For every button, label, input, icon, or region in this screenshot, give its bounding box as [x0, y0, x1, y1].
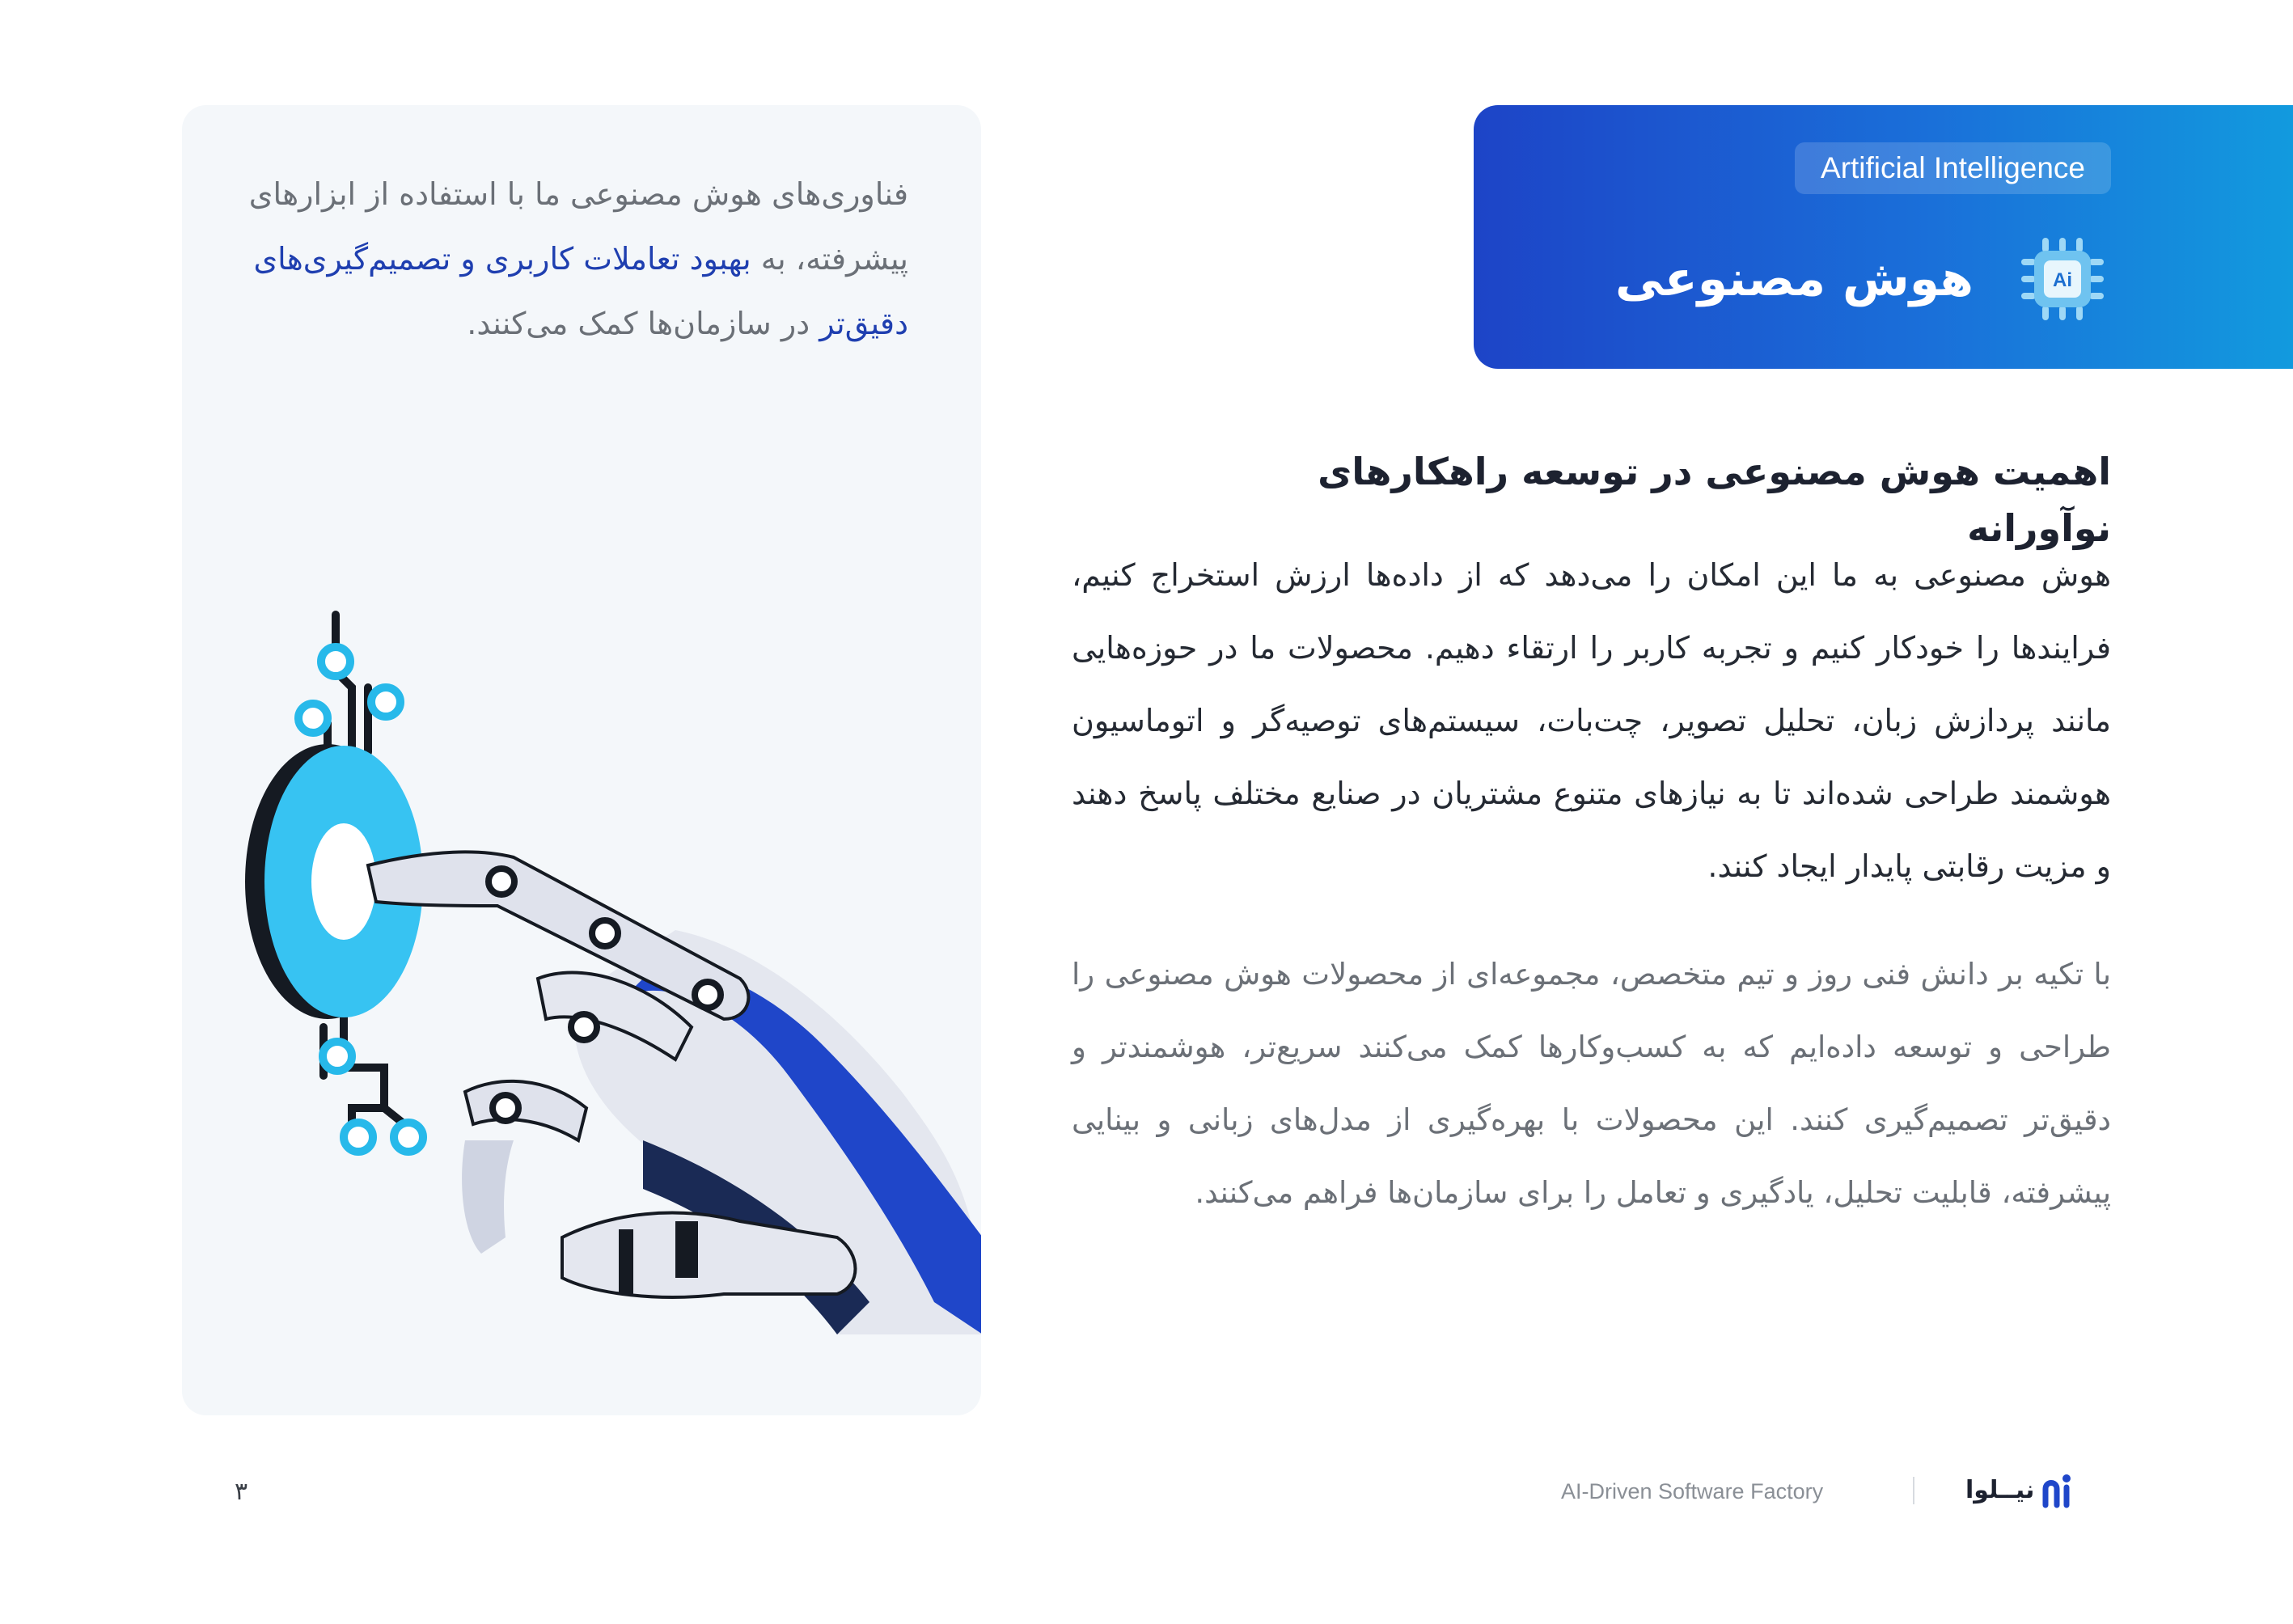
- card-text-before: فناوری‌های هوش مصنوعی ما با استفاده از ابزارهای پیشرفته، به: [248, 176, 908, 277]
- banner-title: هوش مصنوعی: [1615, 251, 1974, 307]
- paragraph-secondary: با تکیه بر دانش فنی روز و تیم متخصص، مجموعه‌ای از محصولات هوش مصنوعی را طراحی و توسعه داده‌ایم که به کسب‌وکارها کمک می‌کنند سریع‌تر، هوشمندتر و دقیق‌تر تصمیم‌گیری کنند. این محصولات با بهره‌گیری از مدل‌های زبانی و بینایی پیشرفته، قابلیت تحلیل، یادگیری و تعامل را برای سازمان‌ها فراهم می‌کنند.: [1072, 957, 2111, 1210]
- robot-hand-illustration: [222, 526, 981, 1334]
- page-number: ۳: [235, 1478, 248, 1506]
- brand-name: نیــلوا: [1965, 1476, 2035, 1504]
- paragraph-primary: هوش مصنوعی به ما این امکان را می‌دهد که از داده‌ها ارزش استخراج کنیم، فرایندها را خودکار کنیم و تجربه کاربر را ارتقاء دهیم. محصولات ما در حوزه‌هایی مانند پردازش زبان، تحلیل تصویر، چت‌بات، سیستم‌های توصیه‌گر و اتوماسیون هوشمند طراحی شده‌اند تا به نیازهای متنوع مشتریان در صنایع مختلف پاسخ دهند و مزیت رقابتی پایدار ایجاد کنند.: [1072, 557, 2111, 884]
- card-text-after: در سازمان‌ها کمک می‌کنند.: [467, 306, 820, 341]
- ai-chip-icon: [2018, 235, 2107, 324]
- nilva-logo-icon: [2042, 1473, 2075, 1508]
- section-banner: [1474, 105, 2293, 369]
- card-text: [222, 162, 908, 356]
- intro-card: [182, 105, 981, 1415]
- footer-divider: [1913, 1477, 1914, 1504]
- footer-tagline: AI-Driven Software Factory: [1561, 1479, 1824, 1503]
- chip-label: Ai: [2053, 269, 2072, 291]
- category-pill: Artificial Intelligence: [1795, 142, 2111, 194]
- section-heading: اهمیت هوش مصنوعی در توسعه راهکارهای نوآورانه: [1318, 450, 2111, 550]
- brand-logo: [1965, 1470, 2075, 1511]
- card-text-highlight: بهبود تعاملات کاربری و تصمیم‌گیری‌های دقیق‌تر: [253, 241, 908, 341]
